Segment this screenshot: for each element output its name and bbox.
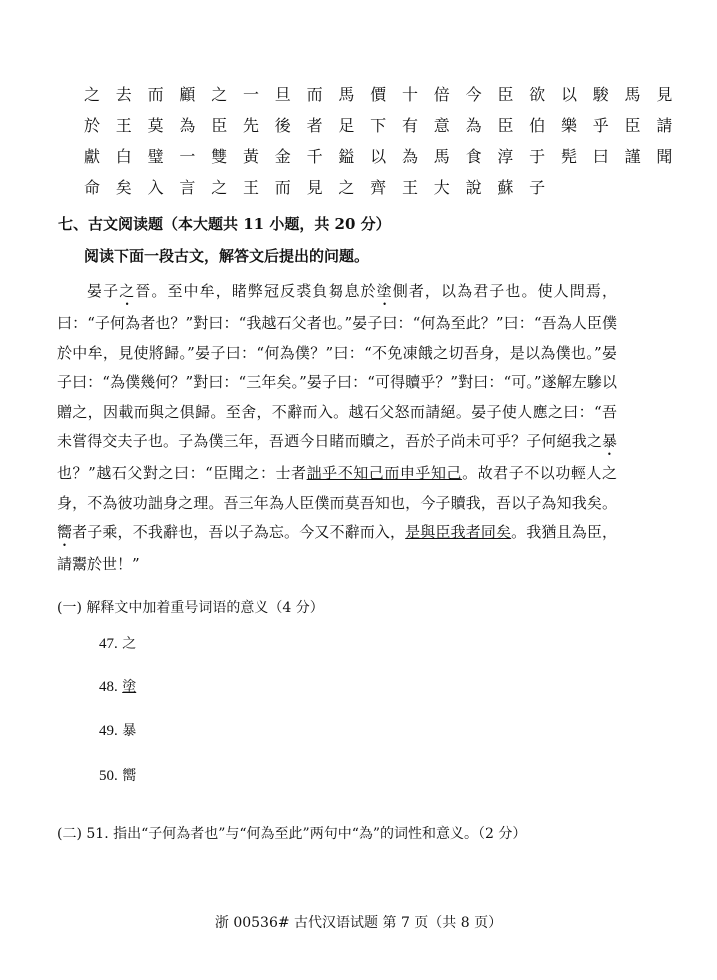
grid-cell: 駿 — [592, 85, 609, 104]
grid-cell: 下 — [370, 116, 387, 135]
grid-cell: 後 — [274, 116, 291, 135]
grid-cell: 倍 — [433, 85, 450, 104]
grid-cell: 食 — [465, 147, 482, 166]
passage-text: 。我猶且為臣，請鬻於世！” — [57, 523, 617, 573]
grid-cell: 大 — [433, 178, 450, 197]
grid-cell: 有 — [401, 116, 418, 135]
question-number: 49. — [99, 723, 118, 739]
passage-text: 。故君子不以功輕人之身，不為彼功詘身之理。吾三年為人臣僕而莫吾知也，今子贖我，吾以子為知我矣。 — [57, 464, 617, 512]
question-item — [99, 633, 136, 653]
grid-cell: 意 — [433, 116, 450, 135]
grid-cell: 言 — [179, 178, 196, 197]
grid-cell: 莫 — [147, 116, 164, 135]
grid-cell: 見 — [306, 178, 323, 197]
grid-cell: 之 — [338, 178, 355, 197]
grid-cell: 謹 — [624, 147, 641, 166]
grid-cell: 命 — [84, 178, 101, 197]
grid-cell: 淳 — [497, 147, 514, 166]
grid-cell: 而 — [306, 85, 323, 104]
grid-row — [84, 140, 688, 171]
grid-cell: 臣 — [497, 116, 514, 135]
grid-cell: 曰 — [592, 147, 609, 166]
emphasized-term: 嚮 — [57, 523, 73, 541]
grid-cell: 之 — [211, 178, 228, 197]
grid-cell: 髡 — [560, 147, 577, 166]
grid-cell: 之 — [211, 85, 228, 104]
grid-cell: 矣 — [115, 178, 132, 197]
grid-cell: 蘇 — [497, 178, 514, 197]
grid-cell: 十 — [401, 85, 418, 104]
question-part1-heading: (一) 解释文中加着重号词语的意义（4 分） — [57, 600, 324, 616]
grid-cell: 樂 — [560, 116, 577, 135]
passage-text: 晉。至中牟，睹弊冠反裘負芻息於 — [135, 282, 377, 300]
question-term: 之 — [122, 636, 137, 652]
grid-cell: 璧 — [147, 147, 164, 166]
emphasized-term: 塗 — [376, 282, 393, 300]
grid-cell: 王 — [115, 116, 132, 135]
character-grid — [84, 78, 688, 202]
grid-cell: 為 — [401, 147, 418, 166]
section-title: 七、古文阅读题（本大题共 11 小题，共 20 分） — [58, 215, 391, 233]
passage-text: 者子乘，不我辭也，吾以子為忘。今又不辭而入， — [72, 523, 406, 541]
grid-row — [84, 109, 688, 140]
grid-cell: 說 — [465, 178, 482, 197]
passage-text: 也？”越石父對之曰：“臣聞之：士者 — [57, 464, 307, 482]
grid-cell: 價 — [370, 85, 387, 104]
grid-cell: 先 — [242, 116, 259, 135]
page-footer: 浙 00536# 古代汉语试题 第 7 页（共 8 页） — [214, 915, 503, 931]
grid-cell: 一 — [242, 85, 259, 104]
grid-cell: 聞 — [656, 147, 673, 166]
grid-cell: 今 — [465, 85, 482, 104]
grid-cell: 而 — [147, 85, 164, 104]
question-item — [99, 676, 136, 696]
grid-cell: 欲 — [529, 85, 546, 104]
grid-cell: 為 — [179, 116, 196, 135]
grid-cell: 雙 — [211, 147, 228, 166]
grid-cell: 臣 — [624, 116, 641, 135]
question-item — [99, 720, 136, 740]
grid-cell: 齊 — [370, 178, 387, 197]
grid-cell: 馬 — [624, 85, 641, 104]
question-number: 48. — [99, 679, 118, 695]
underlined-sentence: 詘乎不知己而申乎知己 — [306, 464, 463, 482]
grid-cell: 馬 — [433, 147, 450, 166]
grid-cell: 伯 — [529, 116, 546, 135]
grid-cell: 黃 — [242, 147, 259, 166]
grid-cell: 旦 — [274, 85, 291, 104]
grid-cell: 請 — [656, 116, 673, 135]
grid-cell: 之 — [84, 85, 101, 104]
grid-cell: 以 — [370, 147, 387, 166]
question-term: 暴 — [122, 723, 137, 739]
question-item — [99, 765, 136, 785]
grid-cell: 為 — [465, 116, 482, 135]
grid-cell: 顧 — [179, 85, 196, 104]
classical-passage — [57, 277, 617, 580]
question-term: 嚮 — [122, 768, 137, 784]
grid-cell: 入 — [147, 178, 164, 197]
grid-row — [84, 171, 688, 202]
grid-cell: 獻 — [84, 147, 101, 166]
grid-cell: 一 — [179, 147, 196, 166]
grid-cell: 去 — [115, 85, 132, 104]
grid-cell: 千 — [306, 147, 323, 166]
section-instruction: 阅读下面一段古文，解答文后提出的问题。 — [84, 247, 370, 265]
grid-cell: 金 — [274, 147, 291, 166]
emphasized-term: 暴 — [601, 432, 617, 450]
question-number: 50. — [99, 768, 118, 784]
grid-cell: 王 — [242, 178, 259, 197]
emphasized-term: 之 — [119, 282, 136, 300]
passage-paragraph — [57, 277, 617, 580]
grid-cell: 白 — [115, 147, 132, 166]
grid-cell: 臣 — [211, 116, 228, 135]
grid-cell: 鎰 — [338, 147, 355, 166]
question-part2: (二) 51. 指出“子何為者也”与“何為至此”两句中“為”的词性和意义。（2 分） — [57, 826, 527, 842]
grid-row — [84, 78, 688, 109]
passage-text: 側者，以為君子也。使人問焉，曰：“子何為者也？”對曰：“我越石父者也。”晏子曰：“何為至此？”曰：“吾為人臣僕於中牟，見使將歸。”晏子曰：“何為僕？”曰：“不免凍餓之切吾身，是以為僕也。”晏子曰：“為僕幾何？”對曰：“三年矣。”晏子曰：“可得贖乎？”對曰：“可。”遂解左驂以贈之，因載而與之俱歸。至舍，不辭而入。越石父怒而請絕。晏子使人應之曰：“吾未嘗得交夫子也。子為僕三年，吾迺今日睹而贖之，吾於子尚未可乎？子何絕我之 — [57, 282, 617, 450]
grid-cell: 足 — [338, 116, 355, 135]
grid-cell: 于 — [529, 147, 546, 166]
grid-cell: 臣 — [497, 85, 514, 104]
grid-cell: 於 — [84, 116, 101, 135]
question-number: 47. — [99, 636, 118, 652]
grid-cell: 以 — [560, 85, 577, 104]
passage-text: 晏子 — [87, 282, 120, 300]
question-term: 塗 — [122, 679, 137, 695]
grid-cell: 乎 — [592, 116, 609, 135]
grid-cell: 子 — [529, 178, 546, 197]
grid-cell: 馬 — [338, 85, 355, 104]
grid-cell: 王 — [401, 178, 418, 197]
grid-cell: 見 — [656, 85, 673, 104]
grid-cell: 而 — [274, 178, 291, 197]
underlined-sentence: 是與臣我者同矣 — [405, 523, 512, 541]
grid-cell: 者 — [306, 116, 323, 135]
